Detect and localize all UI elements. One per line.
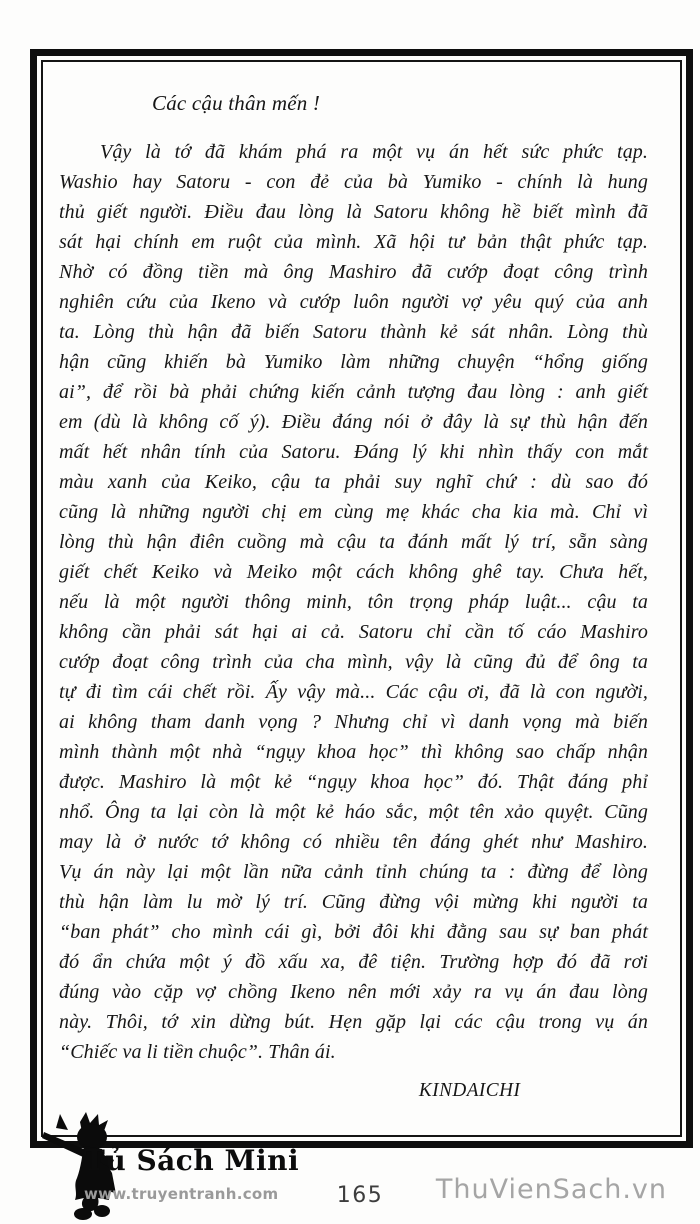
letter-line: này. Thôi, tớ xin dừng bút. Hẹn gặp lại các cậu trong vụ án (59, 1011, 648, 1033)
letter-line: được. Mashiro là một kẻ “ngụy khoa học” đó. Thật đáng phỉ (59, 771, 648, 793)
letter-line: cướp đoạt công trình của cha mình, vậy là cũng đủ để ông ta (59, 651, 648, 673)
letter-line: không cần phải sát hại ai cả. Satoru chỉ cần tố cáo Mashiro (59, 621, 648, 643)
letter-line: đúng vào cặp vợ chồng Ikeno nên mới xảy ra vụ án đau lòng (59, 981, 648, 1003)
letter-salutation: Các cậu thân mến ! (152, 91, 321, 115)
letter-line: nghiên cứu của Ikeno và cướp luôn người vợ yêu quý của anh (59, 291, 648, 313)
publisher-logo-text: Tủ Sách Mini (84, 1144, 300, 1177)
letter-line: hận cũng khiến bà Yumiko làm những chuyện “hổng giống (59, 351, 648, 373)
letter-line: tự đi tìm cái chết rồi. Ấy vậy mà... Các cậu ơi, đã là con người, (59, 681, 648, 703)
letter-line: may là ở nước tớ không có nhiều tên đáng ghét như Mashiro. (59, 831, 648, 853)
letter-line: “Chiếc va li tiền chuộc”. Thân ái. (59, 1041, 336, 1063)
letter-line: cũng là những người chị em cùng mẹ khác cha kia mà. Chỉ vì (59, 501, 648, 523)
letter-line: Vậy là tớ đã khám phá ra một vụ án hết sức phức tạp. (100, 141, 648, 163)
letter-body (59, 88, 648, 1104)
letter-line: ai”, để rồi bà phải chứng kiến cảnh tượng đau lòng : anh giết (59, 381, 648, 403)
publisher-url: www.truyentranh.com (84, 1185, 279, 1203)
letter-line: Nhờ có đồng tiền mà ông Mashiro đã cướp đoạt công trình (59, 261, 648, 283)
letter-signature: KINDAICHI (418, 1079, 521, 1101)
page-number: 165 (336, 1183, 384, 1208)
letter-lines (59, 137, 648, 1067)
letter-line: “ban phát” cho mình cái gì, bởi đôi khi đằng sau sự ban phát (59, 921, 648, 943)
watermark-text: ThuVienSach.vn (435, 1174, 667, 1205)
letter-line: thủ giết người. Điều đau lòng là Satoru không hề biết mình đã (59, 201, 648, 223)
letter-line: màu xanh của Keiko, cậu ta phải suy nghĩ chứ : dù sao đó (59, 471, 648, 493)
letter-line: sát hại chính em ruột của mình. Xã hội tư bản thật phức tạp. (59, 231, 648, 253)
letter-line: Vụ án này lại một lần nữa cảnh tỉnh chúng ta : đừng để lòng (59, 861, 648, 883)
letter-line: ai không tham danh vọng ? Nhưng chỉ vì danh vọng mà biến (59, 711, 648, 733)
letter-line: em (dù là không cố ý). Điều đáng nói ở đây là sự thù hận đến (59, 411, 648, 433)
letter-line: mình thành một nhà “ngụy khoa học” thì không sao chấp nhận (59, 741, 648, 763)
letter-line: đó ẩn chứa một ý đồ xấu xa, đê tiện. Trường hợp đó đã rơi (59, 951, 648, 973)
letter-line: lòng thù hận điên cuồng mà cậu ta đánh mất lý trí, sẵn sàng (59, 531, 648, 553)
letter-line: thù hận làm lu mờ lý trí. Cũng đừng vội mừng khi người ta (59, 891, 648, 913)
letter-line: nhổ. Ông ta lại còn là một kẻ háo sắc, một tên xảo quyệt. Cũng (59, 801, 648, 823)
letter-line: mất hết nhân tính của Satoru. Đáng lý khi nhìn thấy con mắt (59, 441, 648, 463)
letter-line: giết chết Keiko và Meiko một cách không ghê tay. Chưa hết, (59, 561, 648, 583)
letter-line: ta. Lòng thù hận đã biến Satoru thành kẻ sát nhân. Lòng thù (59, 321, 648, 343)
letter-line: nếu là một người thông minh, tôn trọng pháp luật... cậu ta (59, 591, 648, 613)
letter-line: Washio hay Satoru - con đẻ của bà Yumiko - chính là hung (59, 171, 648, 193)
